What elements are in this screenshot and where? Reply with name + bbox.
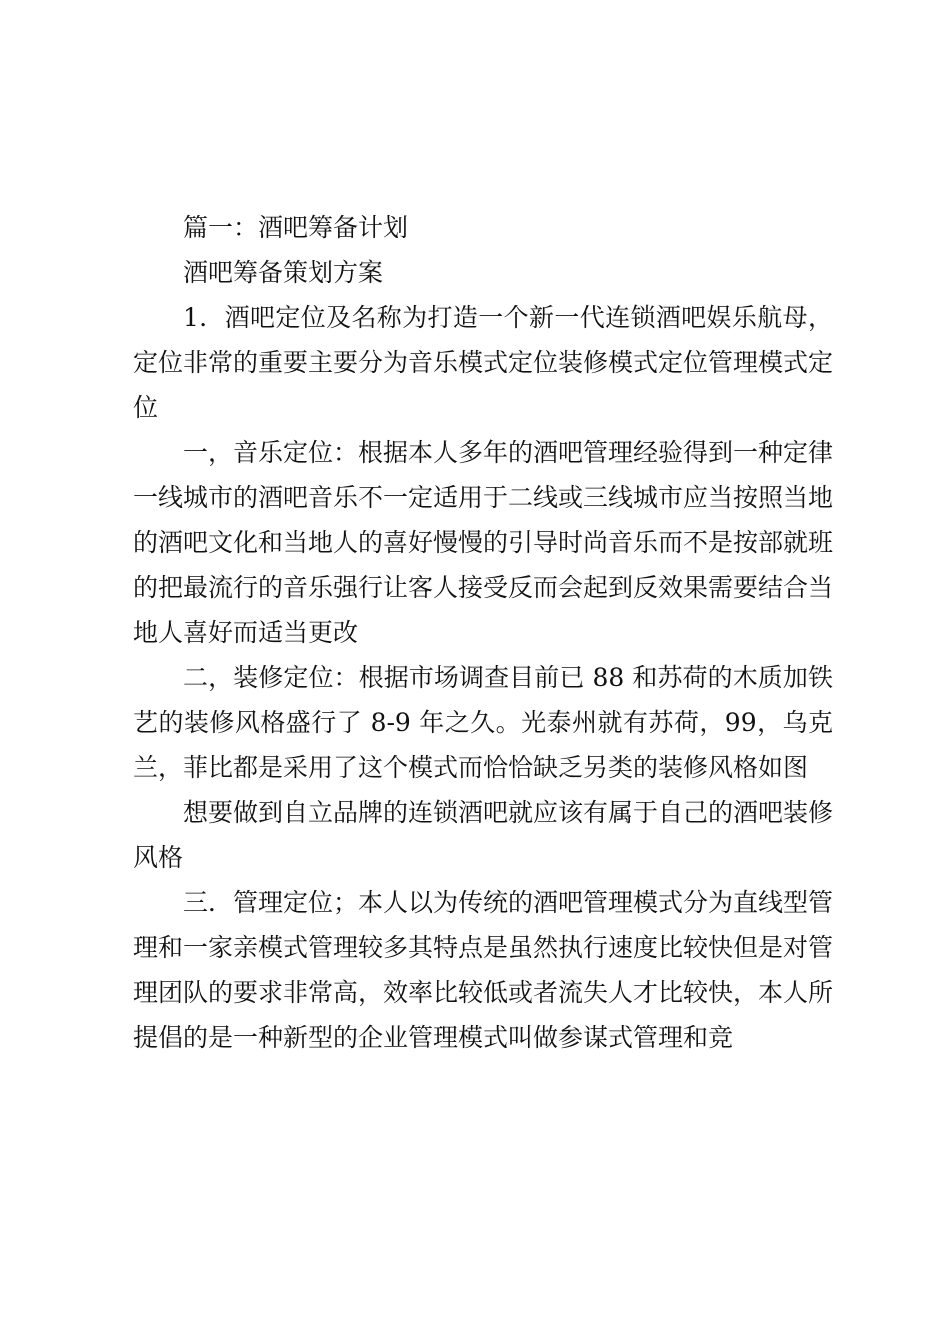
paragraph-brand-style: 想要做到自立品牌的连锁酒吧就应该有属于自己的酒吧装修风格 xyxy=(133,798,834,872)
section-title: 篇一：酒吧筹备计划 xyxy=(183,213,409,242)
paragraph-management-positioning: 三．管理定位；本人以为传统的酒吧管理模式分为直线型管理和一家亲模式管理较多其特点是虽然执行速度比较快但是对管理团队的要求非常高，效率比较低或者流失人才比较快，本人所提倡的是一种新型的企业管理模式叫做参谋式管理和竞 xyxy=(133,888,834,1052)
plan-subtitle: 酒吧筹备策划方案 xyxy=(183,258,384,287)
paragraph-positioning: 1．酒吧定位及名称为打造一个新一代连锁酒吧娱乐航母，定位非常的重要主要分为音乐模式定位装修模式定位管理模式定位 xyxy=(133,303,834,422)
paragraph-decoration-positioning: 二，装修定位：根据市场调查目前已 88 和苏荷的木质加铁艺的装修风格盛行了 8-9 年之久。光泰州就有苏荷，99，乌克兰，菲比都是采用了这个模式而恰恰缺乏另类的装修风格如图 xyxy=(133,663,833,782)
paragraph-music-positioning: 一，音乐定位：根据本人多年的酒吧管理经验得到一种定律一线城市的酒吧音乐不一定适用于二线或三线城市应当按照当地的酒吧文化和当地人的喜好慢慢的引导时尚音乐而不是按部就班的把最流行的音乐强行让客人接受反而会起到反效果需要结合当地人喜好而适当更改 xyxy=(133,438,834,647)
document-body xyxy=(133,205,833,1060)
